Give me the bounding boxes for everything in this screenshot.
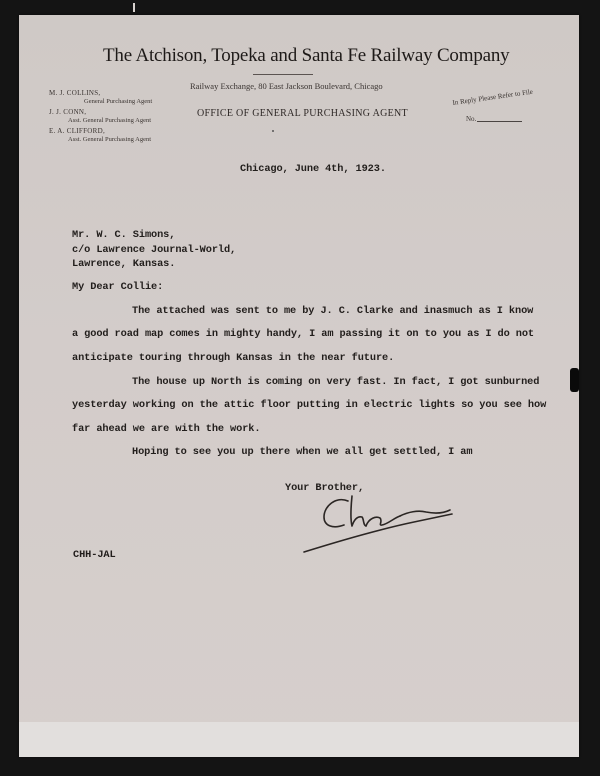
body-line-6: far ahead we are with the work. xyxy=(72,423,261,435)
letter-date: Chicago, June 4th, 1923. xyxy=(240,163,386,175)
office-title: OFFICE OF GENERAL PURCHASING AGENT xyxy=(197,108,408,119)
recipient-line-1: Mr. W. C. Simons, xyxy=(72,229,176,241)
body-line-5: yesterday working on the attic floor putting in electric lights so you see how xyxy=(72,399,547,411)
signature xyxy=(296,492,461,562)
officer-2-name: J. J. CONN, xyxy=(49,108,87,116)
file-number-label: No. xyxy=(466,115,477,123)
letterhead-rule xyxy=(253,74,313,75)
body-line-3: anticipate touring through Kansas in the near future. xyxy=(72,352,395,364)
officer-1-name: M. J. COLLINS, xyxy=(49,89,101,97)
body-line-7: Hoping to see you up there when we all get settled, I am xyxy=(132,446,473,458)
initials: CHH-JAL xyxy=(73,549,116,561)
paper-bottom-strip xyxy=(19,722,579,757)
paper-tick-mark xyxy=(133,3,135,12)
letterhead-dot xyxy=(272,130,274,132)
reply-note: In Reply Please Refer to File xyxy=(452,87,534,107)
officer-1-title: General Purchasing Agent xyxy=(84,98,153,105)
closing: Your Brother, xyxy=(285,482,365,494)
officer-3-name: E. A. CLIFFORD, xyxy=(49,127,106,135)
officer-2-title: Asst. General Purchasing Agent xyxy=(68,117,152,124)
officer-3-title: Asst. General Purchasing Agent xyxy=(68,136,152,143)
body-line-2: a good road map comes in mighty handy, I am passing it on to you as I do not xyxy=(72,328,535,340)
body-line-4: The house up North is coming on very fast. In fact, I got sunburned xyxy=(132,376,540,388)
body-line-1: The attached was sent to me by J. C. Clarke and inasmuch as I know xyxy=(132,305,534,317)
edge-binder-mark xyxy=(570,368,579,392)
company-name: The Atchison, Topeka and Santa Fe Railway Company xyxy=(103,45,510,66)
recipient-line-2: c/o Lawrence Journal-World, xyxy=(72,244,237,256)
company-address: Railway Exchange, 80 East Jackson Boulevard, Chicago xyxy=(190,81,383,91)
file-number-line xyxy=(477,121,522,122)
recipient-line-3: Lawrence, Kansas. xyxy=(72,258,176,270)
salutation: My Dear Collie: xyxy=(72,281,164,293)
